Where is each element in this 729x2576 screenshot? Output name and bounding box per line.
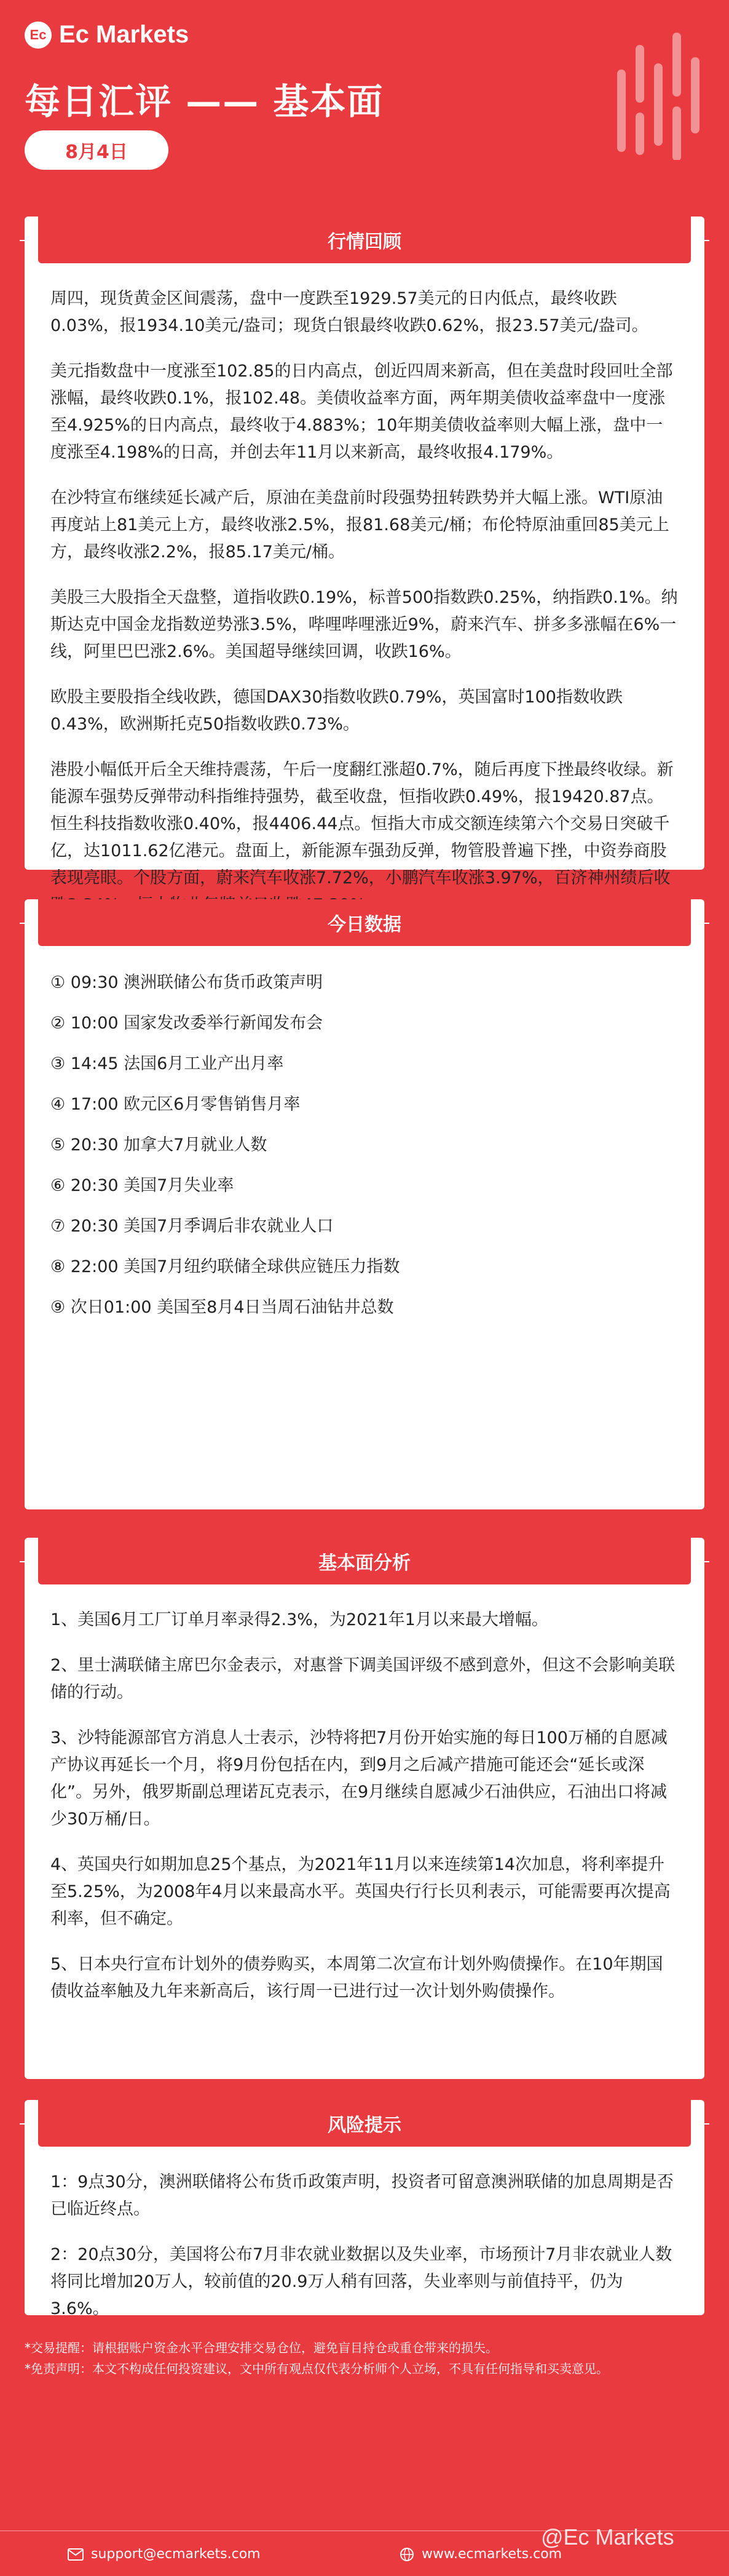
page-title: 每日汇评 —— 基本面 bbox=[25, 81, 384, 122]
schedule-item: ⑦ 20:30 美国7月季调后非农就业人口 bbox=[50, 1217, 334, 1236]
risk-item: 1：9点30分，澳洲联储将公布货币政策声明，投资者可留意澳洲联储的加息周期是否已临近终点。 bbox=[50, 2173, 674, 2219]
review-paragraph: 港股小幅低开后全天维持震荡，午后一度翻红涨超0.7%，随后再度下挫最终收绿。新能源车强势反弹带动科指维持强势，截至收盘，恒指收跌0.49%，报19420.87点。恒生科技指数收涨0.40%，报4406.44点。恒指大市成交额连续第六个交易日突破千亿，达1011.62亿港元。盘面上，新能源车强劲反弹，物管股普遍下挫，中资券商股表现亮眼。个股方面，蔚来汽车收涨7.72%，小鹏汽车收涨3.97%，百济神州绩后收 bbox=[50, 760, 674, 888]
contact-website[interactable] bbox=[400, 2546, 562, 2562]
schedule-item: ③ 14:45 法国6月工业产出月率 bbox=[50, 1054, 284, 1073]
contact-email[interactable] bbox=[68, 2546, 261, 2562]
fundamental-item: 4、英国央行如期加息25个基点，为2021年11月以来连续第14次加息，将利率提升至5.25%，为2008年4月以来最高水平。英国央行行长贝利表示，可能需要再次提高利率，但不确定。 bbox=[50, 1855, 671, 1928]
trading-reminder: *交易提醒：请根据账户资金水平合理安排交易仓位，避免盲目持仓或重仓带来的损失。 bbox=[25, 2340, 498, 2355]
market-review-heading: 行情回顾 bbox=[38, 217, 691, 263]
risk-card bbox=[25, 2100, 704, 2318]
risk-item: 2：20点30分，美国将公布7月非农就业数据以及失业率，市场预计7月非农就业人数将同比增加20万人，较前值的20.9万人稍有回落，失业率则与前值持平，仍为3.6%。 bbox=[50, 2245, 672, 2318]
fundamental-heading: 基本面分析 bbox=[38, 1538, 691, 1584]
fundamental-item: 3、沙特能源部官方消息人士表示，沙特将把7月份开始实施的每日100万桶的自愿减产协议再延长一个月，将9月份包括在内，到9月之后减产措施可能还会“延长或深化”。另外，俄罗斯副总理诺瓦克表示，在9月继续自愿减少石油供应，石油出口将减少30万桶/日。 bbox=[50, 1728, 668, 1829]
fundamental-item: 2、里士满联储主席巴尔金表示，对惠誉下调美国评级不感到意外，但这不会影响美联储的行动。 bbox=[50, 1656, 676, 1702]
schedule-item: ⑧ 22:00 美国7月纽约联储全球供应链压力指数 bbox=[50, 1257, 400, 1276]
review-paragraph: 周四，现货黄金区间震荡，盘中一度跌至1929.57美元的日内低点，最终收跌0.03%，报1934.10美元/盎司；现货白银最终收跌0.62%，报23.57美元/盎司。 bbox=[50, 289, 648, 335]
watermark: @Ec Markets bbox=[541, 2524, 674, 2550]
today-data-heading: 今日数据 bbox=[38, 899, 691, 946]
market-review-card bbox=[25, 217, 704, 888]
globe-icon bbox=[400, 2547, 414, 2562]
schedule-item: ⑥ 20:30 美国7月失业率 bbox=[50, 1176, 234, 1195]
review-paragraph: 美元指数盘中一度涨至102.85的日内高点，创近四周来新高，但在美盘时段回吐全部涨幅，最终收跌0.1%，报102.48。美债收益率方面，两年期美债收益率盘中一度涨至4.925%的日内高点，最终收于4.883%；10年期美债收益率则大幅上涨，盘中一度涨至4.198%的日高，并创去年11月以来新高，最终收报4.179%。 bbox=[50, 362, 673, 462]
risk-heading: 风险提示 bbox=[38, 2100, 691, 2147]
fundamental-item: 1、美国6月工厂订单月率录得2.3%，为2021年1月以来最大增幅。 bbox=[50, 1610, 548, 1629]
disclaimer: *免责声明：本文不构成任何投资建议，文中所有观点仅代表分析师个人立场，不具有任何指导和买卖意见。 bbox=[25, 2361, 609, 2376]
schedule-item: ④ 17:00 欧元区6月零售销售月率 bbox=[50, 1095, 301, 1114]
logo-mark-icon: Ec bbox=[25, 22, 52, 49]
mail-icon bbox=[68, 2548, 84, 2561]
schedule-item: ⑨ 次日01:00 美国至8月4日当周石油钻井总数 bbox=[50, 1298, 394, 1317]
schedule-item: ① 09:30 澳洲联储公布货币政策声明 bbox=[50, 973, 323, 992]
date-badge: 8月4日 bbox=[25, 130, 168, 170]
fundamental-item: 5、日本央行宣布计划外的债券购买，本周第二次宣布计划外购债操作。在10年期国债收益率触及九年来新高后，该行周一已进行过一次计划外购债操作。 bbox=[50, 1955, 663, 2001]
brand-logo[interactable] bbox=[25, 21, 189, 49]
email-text: support@ecmarkets.com bbox=[91, 2546, 261, 2562]
fundamental-card bbox=[25, 1538, 704, 2079]
schedule-item: ⑤ 20:30 加拿大7月就业人数 bbox=[50, 1135, 267, 1155]
decorative-bars-icon bbox=[612, 25, 704, 160]
brand-name: Ec Markets bbox=[59, 21, 189, 48]
header bbox=[0, 0, 729, 221]
footer-notes bbox=[25, 2337, 704, 2379]
review-paragraph: 欧股主要股指全线收跌，德国DAX30指数收跌0.79%，英国富时100指数收跌0.43%，欧洲斯托克50指数收跌0.73%。 bbox=[50, 688, 623, 734]
website-text: www.ecmarkets.com bbox=[422, 2546, 562, 2562]
review-paragraph: 在沙特宣布继续延长减产后，原油在美盘前时段强势扭转跌势并大幅上涨。WTI原油再度站上81美元上方，最终收涨2.5%，报81.68美元/桶；布伦特原油重回85美元上方，最终收涨2.2%，报85.17美元/桶。 bbox=[50, 488, 669, 562]
today-data-card bbox=[25, 899, 704, 1509]
review-paragraph: 美股三大股指全天盘整，道指收跌0.19%，标普500指数跌0.25%，纳指跌0.1%。纳斯达克中国金龙指数逆势涨3.5%，哔哩哔哩涨近9%，蔚来汽车、拼多多涨幅在6%一线，阿里巴巴涨2.6%。美国超导继续回调，收跌16%。 bbox=[50, 588, 678, 661]
schedule-item: ② 10:00 国家发改委举行新闻发布会 bbox=[50, 1014, 323, 1033]
